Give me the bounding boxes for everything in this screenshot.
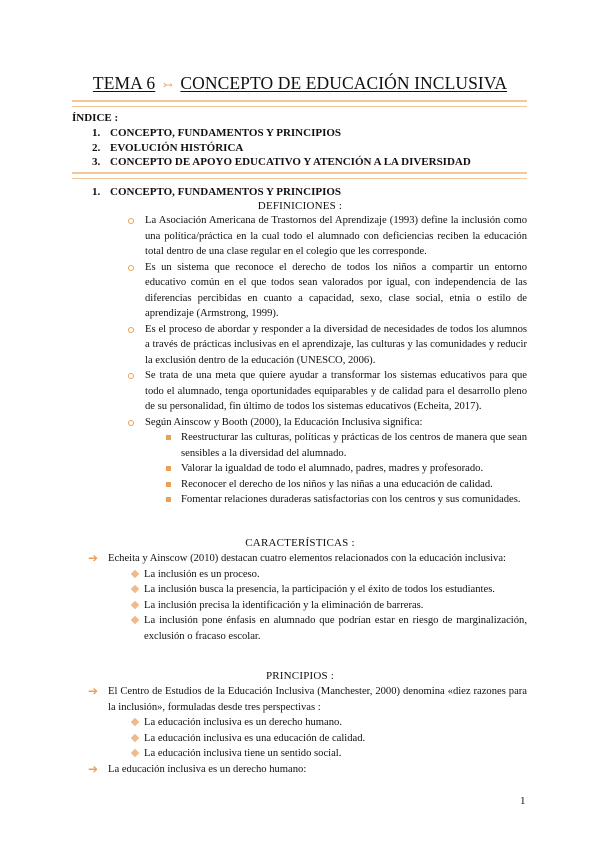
list-item: La inclusión es un proceso. — [108, 567, 527, 583]
circle-bullet-icon — [128, 420, 134, 426]
sub-item: Reconocer el derecho de los niños y las niñas a una educación de calidad. — [145, 477, 527, 493]
diamond-bullet-icon — [131, 600, 139, 608]
list-item: Según Ainscow y Booth (2000), la Educación Inclusiva significa: Reestructurar las culturas, políticas y prácticas de los centros de manera que sean sensibles a la diversidad del alumnado. Valorar la igualdad de todo el alumnado, padres, madres y profesorado. Reconocer el derecho de los niños y las niñas a una educación de calidad. Fomentar relaciones duraderas satisfactorias con los centros y sus comunidades. — [128, 415, 527, 508]
divider — [72, 106, 527, 107]
arrow-right-icon: ➔ — [88, 684, 99, 698]
arrow-item: ➔ Echeita y Ainscow (2010) destacan cuatro elementos relacionados con la educación inclusiva: La inclusión es un proceso. La inclusión busca la presencia, la participación y el éxito de todos los estudiantes. La inclusión precisa la identificación y la eliminación de barreras. La inclusión pone énfasis en alumnado que podrían estar en riesgo de marginalización, exclusión o fracaso escolar. — [88, 551, 527, 644]
title-prefix: TEMA 6 — [92, 73, 156, 93]
square-bullet-icon — [166, 482, 171, 487]
caracteristicas-block — [88, 551, 527, 644]
title-arrow-icon: ↣ — [162, 78, 173, 92]
square-bullet-icon — [166, 435, 171, 440]
title-main: CONCEPTO DE EDUCACIÓN INCLUSIVA — [180, 73, 508, 93]
index-item: 3. CONCEPTO DE APOYO EDUCATIVO Y ATENCIÓN A LA DIVERSIDAD — [92, 156, 471, 168]
list-item: La educación inclusiva es un derecho humano. — [108, 715, 527, 731]
caracteristicas-heading: CARACTERÍSTICAS : — [245, 537, 355, 549]
circle-bullet-icon — [128, 218, 134, 224]
section-heading: 1. CONCEPTO, FUNDAMENTOS Y PRINCIPIOS — [92, 186, 342, 198]
divider — [72, 178, 527, 179]
square-bullet-icon — [166, 497, 171, 502]
diamond-bullet-icon — [131, 585, 139, 593]
diamond-bullet-icon — [131, 616, 139, 624]
index-list — [92, 126, 471, 170]
list-item: La inclusión busca la presencia, la participación y el éxito de todos los estudiantes. — [108, 582, 527, 598]
arrow-item: ➔ La educación inclusiva es un derecho humano: — [88, 761, 307, 776]
list-item: Es un sistema que reconoce el derecho de todos los niños a compartir un entorno educativo común en el que todos sean valorados por igual, con independencia de las diferencias percibidas en cuanto a capacidad, sexo, clase social, etnia o estilo de aprendizaje (Armstrong, 1999). — [128, 260, 527, 322]
list-item: La inclusión precisa la identificación y la eliminación de barreras. — [108, 598, 527, 614]
square-bullet-icon — [166, 466, 171, 471]
sub-item: Reestructurar las culturas, políticas y prácticas de los centros de manera que sean sensibles a la diversidad del alumnado. — [145, 430, 527, 461]
principios-heading: PRINCIPIOS : — [265, 670, 335, 682]
page-number: 1 — [520, 795, 526, 807]
sub-item: Fomentar relaciones duraderas satisfactorias con los centros y sus comunidades. — [145, 492, 527, 508]
divider — [72, 100, 527, 102]
circle-bullet-icon — [128, 327, 134, 333]
diamond-bullet-icon — [131, 718, 139, 726]
list-item: La Asociación Americana de Trastornos del Aprendizaje (1993) define la inclusión como una política/práctica en la cual todo el alumnado con deficiencias reciben la educación total dentro de una clase regular en el colegio que les corresponde. — [128, 213, 527, 260]
diamond-bullet-icon — [131, 733, 139, 741]
ainscow-sublist — [145, 430, 527, 508]
circle-bullet-icon — [128, 265, 134, 271]
list-item: La educación inclusiva es una educación de calidad. — [108, 731, 527, 747]
list-item: La inclusión pone énfasis en alumnado que podrían estar en riesgo de marginalización, exclusión o fracaso escolar. — [108, 613, 527, 644]
definiciones-heading: DEFINICIONES : — [257, 200, 343, 212]
diamond-bullet-icon — [131, 569, 139, 577]
arrow-right-icon: ➔ — [88, 761, 99, 776]
index-item: 1. CONCEPTO, FUNDAMENTOS Y PRINCIPIOS — [92, 127, 342, 139]
arrow-right-icon: ➔ — [88, 551, 99, 565]
sub-item: Valorar la igualdad de todo el alumnado, padres, madres y profesorado. — [145, 461, 527, 477]
definiciones-list — [128, 213, 527, 508]
principios-block — [88, 684, 527, 777]
divider — [72, 172, 527, 174]
list-item: Es el proceso de abordar y responder a la diversidad de necesidades de todos los alumnos a través de prácticas inclusivas en el aprendizaje, las culturas y las comunidades y reducir la exclusión dentro de la educación (UNESCO, 2006). — [128, 322, 527, 369]
list-item: Se trata de una meta que quiere ayudar a transformar los sistemas educativos para que todo el alumnado, tenga oportunidades equiparables y de calidad para el desarrollo pleno de su personalidad, fin último de todos los sistemas educativos (Echeita, 2017). — [128, 368, 527, 415]
page-title — [0, 73, 600, 94]
index-item: 2. EVOLUCIÓN HISTÓRICA — [92, 141, 244, 154]
arrow-item: ➔ El Centro de Estudios de la Educación Inclusiva (Manchester, 2000) denomina «diez razones para la inclusión», formuladas desde tres perspectivas : La educación inclusiva es un derecho humano. La educación inclusiva es una educación de calidad. La educación inclusiva tiene un sentido social. — [88, 684, 527, 762]
list-item: La educación inclusiva tiene un sentido social. — [108, 746, 527, 762]
diamond-bullet-icon — [131, 749, 139, 757]
circle-bullet-icon — [128, 373, 134, 379]
index-label: ÍNDICE : — [72, 112, 119, 124]
